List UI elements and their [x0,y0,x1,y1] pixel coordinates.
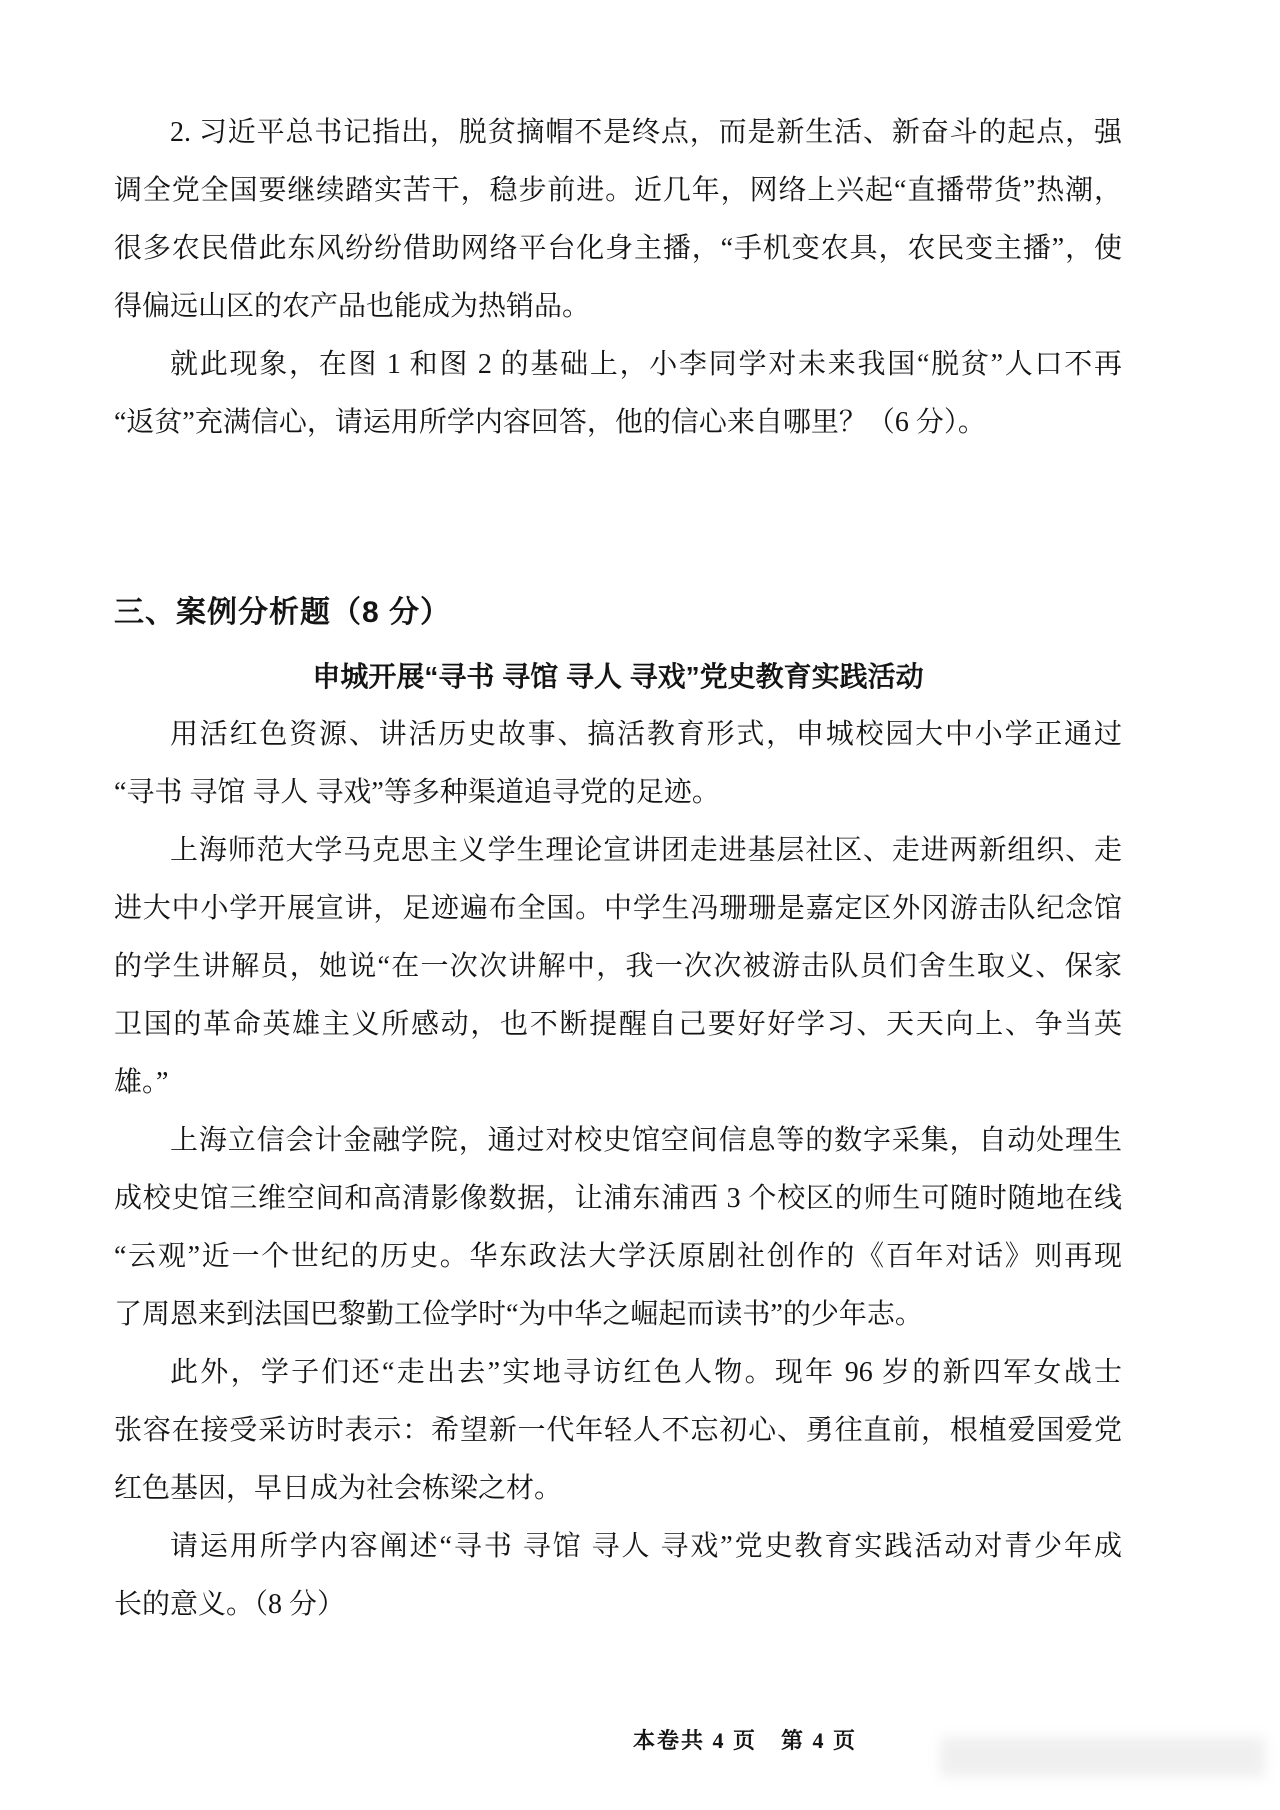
text-line: 红色基因，早日成为社会栋梁之材。 [114,1473,563,1504]
text-line: 就此现象，在图 1 和图 2 的基础上，小李同学对未来我国“脱贫”人口不再 [170,349,1122,380]
text-line: 得偏远山区的农产品也能成为热销品。 [114,291,591,322]
case-paragraph-visits [114,1344,1122,1518]
page-footer [633,1724,857,1755]
text-line: 上海师范大学马克思主义学生理论宣讲团走进基层社区、走进两新组织、走 [170,835,1122,866]
section-3-heading: 三、案例分析题（8 分） [114,596,452,629]
text-line: 张容在接受采访时表示：希望新一代年轻人不忘初心、勇往直前，根植爱国爱党 [114,1415,1122,1446]
case-paragraph-lixin [114,1112,1122,1344]
text-line: “寻书 寻馆 寻人 寻戏”等多种渠道追寻党的足迹。 [114,777,720,808]
text-line: 2. 习近平总书记指出，脱贫摘帽不是终点，而是新生活、新奋斗的起点，强 [170,117,1122,148]
text-line: 了周恩来到法国巴黎勤工俭学时“为中华之崛起而读书”的少年志。 [114,1299,923,1330]
text-line: “云观”近一个世纪的历史。华东政法大学沃原剧社创作的《百年对话》则再现 [114,1241,1122,1272]
text-line: 进大中小学开展宣讲，足迹遍布全国。中学生冯珊珊是嘉定区外冈游击队纪念馆 [114,893,1122,924]
page-number-info: 本卷共 4 页 第 4 页 [632,1728,858,1753]
text-line: 用活红色资源、讲活历史故事、搞活教育形式，申城校园大中小学正通过 [170,719,1122,750]
question-3-prompt [114,1518,1122,1634]
text-line: 很多农民借此东风纷纷借助网络平台化身主播，“手机变农具，农民变主播”，使 [114,233,1122,264]
text-line: 雄。” [114,1067,169,1098]
text-line: 的学生讲解员，她说“在一次次讲解中，我一次次被游击队员们舍生取义、保家 [114,951,1122,982]
text-line: 长的意义。（8 分） [114,1589,346,1620]
text-line: 调全党全国要继续踏实苦干，稳步前进。近几年，网络上兴起“直播带货”热潮， [114,175,1122,206]
text-line: 成校史馆三维空间和高清影像数据，让浦东浦西 3 个校区的师生可随时随地在线 [114,1183,1122,1214]
text-line: 此外，学子们还“走出去”实地寻访红色人物。现年 96 岁的新四军女战士 [170,1357,1122,1388]
case-paragraph-shnu [114,822,1122,1112]
text-line: 卫国的革命英雄主义所感动，也不断提醒自己要好好学习、天天向上、争当英 [114,1009,1122,1040]
case-study-title: 申城开展“寻书 寻馆 寻人 寻戏”党史教育实践活动 [312,661,924,692]
watermark-smudge [940,1737,1265,1777]
text-line: “返贫”充满信心，请运用所学内容回答，他的信心来自哪里？（6 分）。 [114,407,986,438]
document-body [114,104,1122,1634]
question-2-statement [114,104,1122,336]
text-line: 上海立信会计金融学院，通过对校史馆空间信息等的数字采集，自动处理生 [170,1125,1122,1156]
case-intro [114,706,1122,822]
text-line: 请运用所学内容阐述“寻书 寻馆 寻人 寻戏”党史教育实践活动对青少年成 [170,1531,1122,1562]
question-2-prompt [114,336,1122,452]
